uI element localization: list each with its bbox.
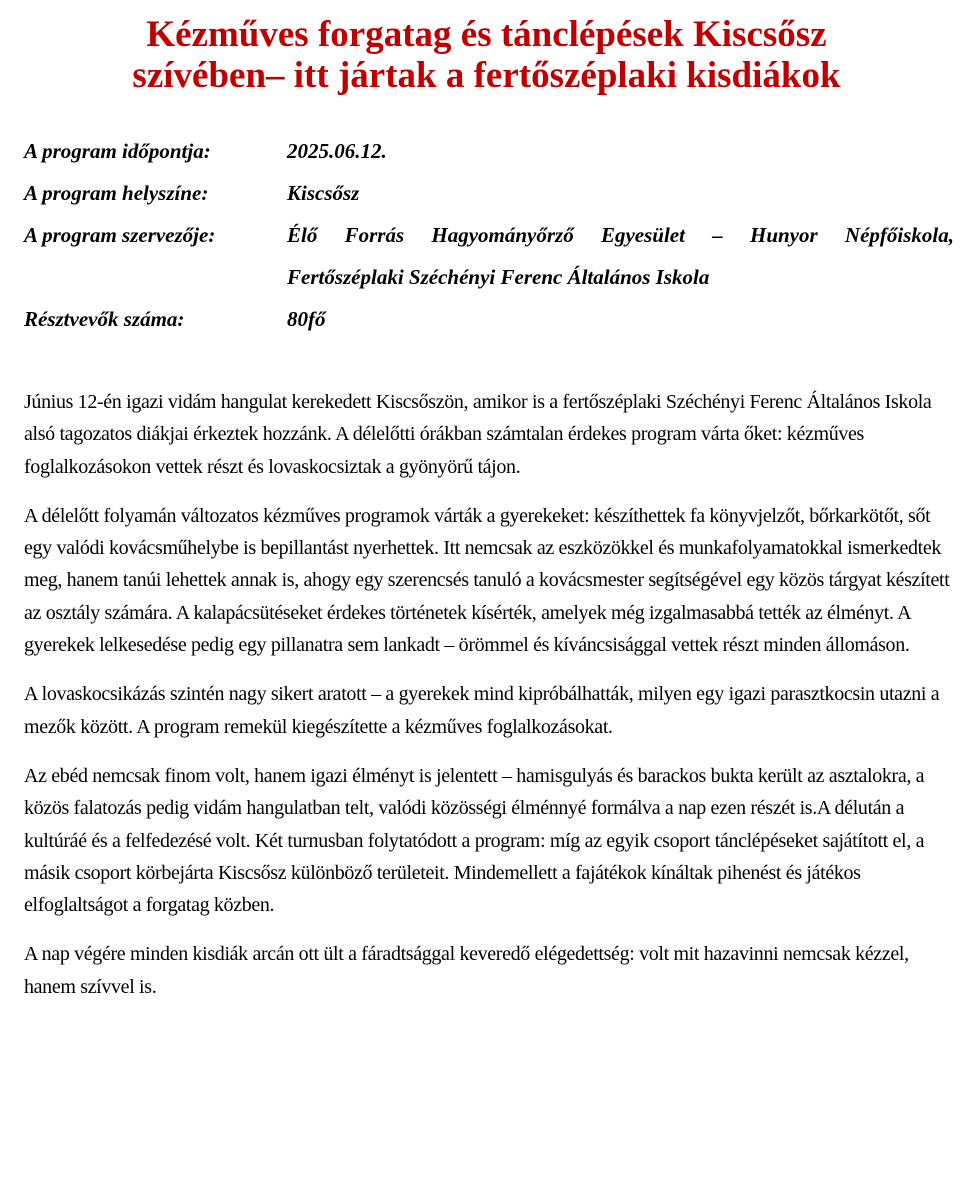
date-label: A program időpontja: [24, 139, 211, 163]
paragraph-lunch-afternoon: Az ebéd nemcsak finom volt, hanem igazi élményt is jelentett – hamisgulyás és barackos bukta került az asztalokra, a közös falatozás pedig vidám hangulatban telt, valódi közösségi élménnyé formálva a nap ezen részét is.A délután a kultúráé és a felfedezésé volt. Két turnusban folytatódott a program: míg az egyik csoport tánclépéseket sajátított el, a másik csoport körbejárta Kiscsősz különböző területeit. Mindemellett a fajátékok kínáltak pihenést és játékos elfoglaltságot a forgatag közben. [24, 764, 925, 917]
location-label: A program helyszíne: [24, 181, 209, 205]
location-value: Kiscsősz [287, 181, 360, 205]
page-title-line-2: szívében– itt jártak a fertőszéplaki kisdiákok [132, 55, 841, 96]
paragraph-closing: A nap végére minden kisdiák arcán ott ült a fáradtsággal keveredő elégedettség: volt mit hazavinni nemcsak kézzel, hanem szívvel is. [24, 943, 909, 998]
participants-label: Résztvevők száma: [24, 307, 185, 331]
participants-value: 80fő [287, 307, 326, 331]
date-value: 2025.06.12. [287, 139, 387, 163]
page-title [0, 14, 973, 96]
info-row-organizer [24, 214, 954, 298]
paragraph-carriage-ride: A lovaskocsikázás szintén nagy sikert aratott – a gyerekek mind kipróbálhatták, milyen egy igazi parasztkocsin utazni a mezők között. A program remekül kiegészítette a kézműves foglalkozásokat. [24, 683, 940, 738]
info-row-date [24, 130, 954, 172]
paragraph-crafts: A délelőtt folyamán változatos kézműves programok várták a gyerekeket: készíthettek fa könyvjelzőt, bőrkarkötőt, sőt egy valódi kovácsműhelybe is bepillantást nyerhettek. Itt nemcsak az eszközökkel és munkafolyamatokkal ismerkedtek meg, hanem tanúi lehettek annak is, ahogy egy szerencsés tanuló a kovácsmester segítségével egy közös tárgyat készített az osztály számára. A kalapácsütéseket érdekes történetek kísérték, amelyek még izgalmasabbá tették az élményt. A gyerekek lelkesedése pedig egy pillanatra sem lankadt – örömmel és kíváncsisággal vettek részt minden állomáson. [24, 504, 950, 657]
article-body [24, 386, 959, 1020]
organizer-value-line-2: Fertőszéplaki Széchényi Ferenc Általános Iskola [287, 265, 710, 289]
organizer-value-line-1: Élő Forrás Hagyományőrző Egyesület – Hunyor Népfőiskola, [287, 223, 954, 247]
page-title-line-1: Kézműves forgatag és tánclépések Kiscsősz [146, 14, 827, 55]
paragraph-intro: Június 12-én igazi vidám hangulat kerekedett Kiscsőszön, amikor is a fertőszéplaki Széchényi Ferenc Általános Iskola alsó tagozatos diákjai érkeztek hozzánk. A délelőtti órákban számtalan érdekes program várta őket: kézműves foglalkozásokon vettek részt és lovaskocsiztak a gyönyörű tájon. [24, 391, 932, 478]
program-info-table [24, 130, 954, 340]
info-row-participants [24, 298, 954, 340]
info-row-location [24, 172, 954, 214]
organizer-label: A program szervezője: [24, 223, 216, 247]
organizer-value [287, 214, 954, 298]
